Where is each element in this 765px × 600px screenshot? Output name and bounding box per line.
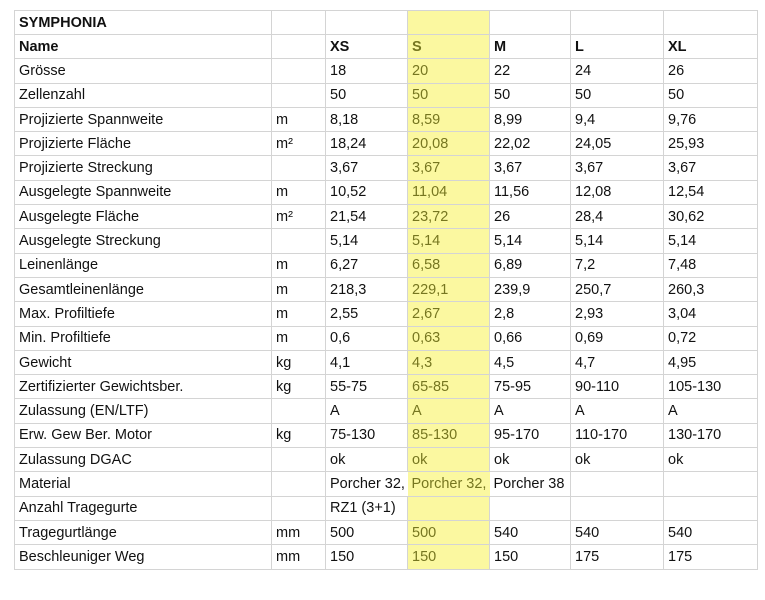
value-cell: A [326, 399, 408, 423]
value-cell: 6,27 [326, 253, 408, 277]
row-label: Projizierte Fläche [15, 132, 272, 156]
value-cell: 12,08 [571, 180, 664, 204]
value-cell [664, 472, 758, 496]
row-label: Leinenlänge [15, 253, 272, 277]
row-unit: m [272, 107, 326, 131]
row-unit: m [272, 253, 326, 277]
table-row [15, 229, 758, 253]
empty-cell [490, 11, 571, 35]
row-unit: mm [272, 545, 326, 569]
value-cell: 75-95 [490, 375, 571, 399]
value-cell: 260,3 [664, 277, 758, 301]
value-cell: 55-75 [326, 375, 408, 399]
table-row [15, 83, 758, 107]
value-cell: 50 [664, 83, 758, 107]
value-cell: A [408, 399, 490, 423]
value-cell: 175 [664, 545, 758, 569]
value-cell: 8,18 [326, 107, 408, 131]
value-cell: 3,04 [664, 302, 758, 326]
value-cell: 4,5 [490, 350, 571, 374]
table-title: SYMPHONIA [15, 11, 272, 35]
value-cell: 50 [326, 83, 408, 107]
value-cell: 150 [408, 545, 490, 569]
row-label: Projizierte Spannweite [15, 107, 272, 131]
table-row [15, 496, 758, 520]
table-row [15, 375, 758, 399]
value-cell: 5,14 [571, 229, 664, 253]
value-cell: 500 [408, 520, 490, 544]
value-cell: 110-170 [571, 423, 664, 447]
value-cell: 500 [326, 520, 408, 544]
row-label: Min. Profiltiefe [15, 326, 272, 350]
value-cell: 2,55 [326, 302, 408, 326]
value-cell: RZ1 (3+1) [326, 496, 408, 520]
header-size-s: S [408, 35, 490, 59]
row-unit [272, 496, 326, 520]
value-cell: 26 [490, 205, 571, 229]
value-cell: 0,72 [664, 326, 758, 350]
value-cell [571, 472, 664, 496]
value-cell: 95-170 [490, 423, 571, 447]
value-cell: ok [408, 448, 490, 472]
row-unit: kg [272, 423, 326, 447]
value-cell: 3,67 [490, 156, 571, 180]
row-label: Ausgelegte Streckung [15, 229, 272, 253]
row-unit [272, 229, 326, 253]
value-cell: 7,2 [571, 253, 664, 277]
value-cell: 105-130 [664, 375, 758, 399]
value-cell: 0,63 [408, 326, 490, 350]
row-unit [272, 156, 326, 180]
value-cell: Porcher 32, [326, 472, 408, 496]
value-cell [408, 496, 490, 520]
value-cell: 90-110 [571, 375, 664, 399]
value-cell: 229,1 [408, 277, 490, 301]
table-row [15, 107, 758, 131]
value-cell: 10,52 [326, 180, 408, 204]
value-cell: 250,7 [571, 277, 664, 301]
empty-cell [326, 11, 408, 35]
value-cell: 3,67 [571, 156, 664, 180]
value-cell: 150 [326, 545, 408, 569]
row-label: Grösse [15, 59, 272, 83]
value-cell: ok [490, 448, 571, 472]
value-cell: 25,93 [664, 132, 758, 156]
value-cell: 540 [571, 520, 664, 544]
empty-cell [408, 11, 490, 35]
value-cell: 18 [326, 59, 408, 83]
value-cell: 5,14 [408, 229, 490, 253]
header-size-xl: XL [664, 35, 758, 59]
row-unit: kg [272, 350, 326, 374]
table-row [15, 326, 758, 350]
row-label: Tragegurtlänge [15, 520, 272, 544]
value-cell: 24 [571, 59, 664, 83]
value-cell: 6,58 [408, 253, 490, 277]
value-cell: 22 [490, 59, 571, 83]
value-cell: A [571, 399, 664, 423]
value-cell: 540 [664, 520, 758, 544]
row-unit [272, 83, 326, 107]
row-unit: m [272, 302, 326, 326]
value-cell: 150 [490, 545, 571, 569]
table-row [15, 423, 758, 447]
header-size-m: M [490, 35, 571, 59]
value-cell: 5,14 [490, 229, 571, 253]
value-cell: 4,7 [571, 350, 664, 374]
table-row [15, 59, 758, 83]
value-cell: 3,67 [664, 156, 758, 180]
value-cell: 12,54 [664, 180, 758, 204]
row-label: Zulassung (EN/LTF) [15, 399, 272, 423]
value-cell: 50 [490, 83, 571, 107]
empty-cell [571, 11, 664, 35]
value-cell: A [664, 399, 758, 423]
row-unit: m [272, 326, 326, 350]
row-unit [272, 448, 326, 472]
table-row [15, 180, 758, 204]
row-label: Ausgelegte Fläche [15, 205, 272, 229]
row-label: Material [15, 472, 272, 496]
value-cell: 50 [408, 83, 490, 107]
value-cell: 28,4 [571, 205, 664, 229]
value-cell: 3,67 [408, 156, 490, 180]
value-cell: 0,69 [571, 326, 664, 350]
value-cell: 175 [571, 545, 664, 569]
value-cell: 22,02 [490, 132, 571, 156]
table-row [15, 132, 758, 156]
row-label: Erw. Gew Ber. Motor [15, 423, 272, 447]
row-unit: m² [272, 132, 326, 156]
value-cell: 2,93 [571, 302, 664, 326]
value-cell: 2,67 [408, 302, 490, 326]
value-cell: 6,89 [490, 253, 571, 277]
title-row [15, 11, 758, 35]
value-cell: 4,1 [326, 350, 408, 374]
table-row [15, 277, 758, 301]
table-row [15, 448, 758, 472]
row-unit: kg [272, 375, 326, 399]
row-unit: m [272, 277, 326, 301]
value-cell: Porcher 32, [408, 472, 490, 496]
empty-cell [664, 11, 758, 35]
row-label: Gewicht [15, 350, 272, 374]
row-label: Max. Profiltiefe [15, 302, 272, 326]
value-cell: 9,4 [571, 107, 664, 131]
value-cell: 11,04 [408, 180, 490, 204]
table-row [15, 350, 758, 374]
header-size-xs: XS [326, 35, 408, 59]
row-unit: m² [272, 205, 326, 229]
value-cell [571, 496, 664, 520]
value-cell: 50 [571, 83, 664, 107]
row-label: Zellenzahl [15, 83, 272, 107]
row-label: Anzahl Tragegurte [15, 496, 272, 520]
value-cell: 23,72 [408, 205, 490, 229]
table-row [15, 205, 758, 229]
table-row [15, 399, 758, 423]
value-cell: 24,05 [571, 132, 664, 156]
value-cell: 4,3 [408, 350, 490, 374]
table-row [15, 253, 758, 277]
value-cell: A [490, 399, 571, 423]
empty-cell [272, 11, 326, 35]
header-size-l: L [571, 35, 664, 59]
row-unit [272, 472, 326, 496]
table-row [15, 156, 758, 180]
row-unit [272, 399, 326, 423]
table-row [15, 302, 758, 326]
value-cell: 21,54 [326, 205, 408, 229]
value-cell: 4,95 [664, 350, 758, 374]
row-label: Gesamtleinenlänge [15, 277, 272, 301]
value-cell: 85-130 [408, 423, 490, 447]
value-cell [664, 496, 758, 520]
value-cell: 540 [490, 520, 571, 544]
value-cell: 0,6 [326, 326, 408, 350]
row-unit [272, 59, 326, 83]
value-cell: 130-170 [664, 423, 758, 447]
value-cell: 11,56 [490, 180, 571, 204]
value-cell: 65-85 [408, 375, 490, 399]
value-cell: 7,48 [664, 253, 758, 277]
value-cell: 3,67 [326, 156, 408, 180]
spec-table [14, 10, 758, 570]
value-cell: 8,59 [408, 107, 490, 131]
value-cell: 20 [408, 59, 490, 83]
value-cell: 8,99 [490, 107, 571, 131]
value-cell: 5,14 [326, 229, 408, 253]
row-unit: m [272, 180, 326, 204]
row-label: Beschleuniger Weg [15, 545, 272, 569]
row-unit: mm [272, 520, 326, 544]
value-cell: ok [326, 448, 408, 472]
value-cell [490, 496, 571, 520]
row-label: Projizierte Streckung [15, 156, 272, 180]
table-row [15, 545, 758, 569]
value-cell: 239,9 [490, 277, 571, 301]
row-label: Ausgelegte Spannweite [15, 180, 272, 204]
value-cell: 18,24 [326, 132, 408, 156]
header-row [15, 35, 758, 59]
value-cell: 2,8 [490, 302, 571, 326]
value-cell: ok [664, 448, 758, 472]
value-cell: 218,3 [326, 277, 408, 301]
value-cell: Porcher 38 [490, 472, 571, 496]
row-label: Zulassung DGAC [15, 448, 272, 472]
value-cell: 30,62 [664, 205, 758, 229]
header-name: Name [15, 35, 272, 59]
table-row [15, 520, 758, 544]
value-cell: 5,14 [664, 229, 758, 253]
value-cell: 9,76 [664, 107, 758, 131]
value-cell: 20,08 [408, 132, 490, 156]
value-cell: 0,66 [490, 326, 571, 350]
value-cell: 75-130 [326, 423, 408, 447]
header-unit [272, 35, 326, 59]
table-row [15, 472, 758, 496]
row-label: Zertifizierter Gewichtsber. [15, 375, 272, 399]
value-cell: 26 [664, 59, 758, 83]
value-cell: ok [571, 448, 664, 472]
